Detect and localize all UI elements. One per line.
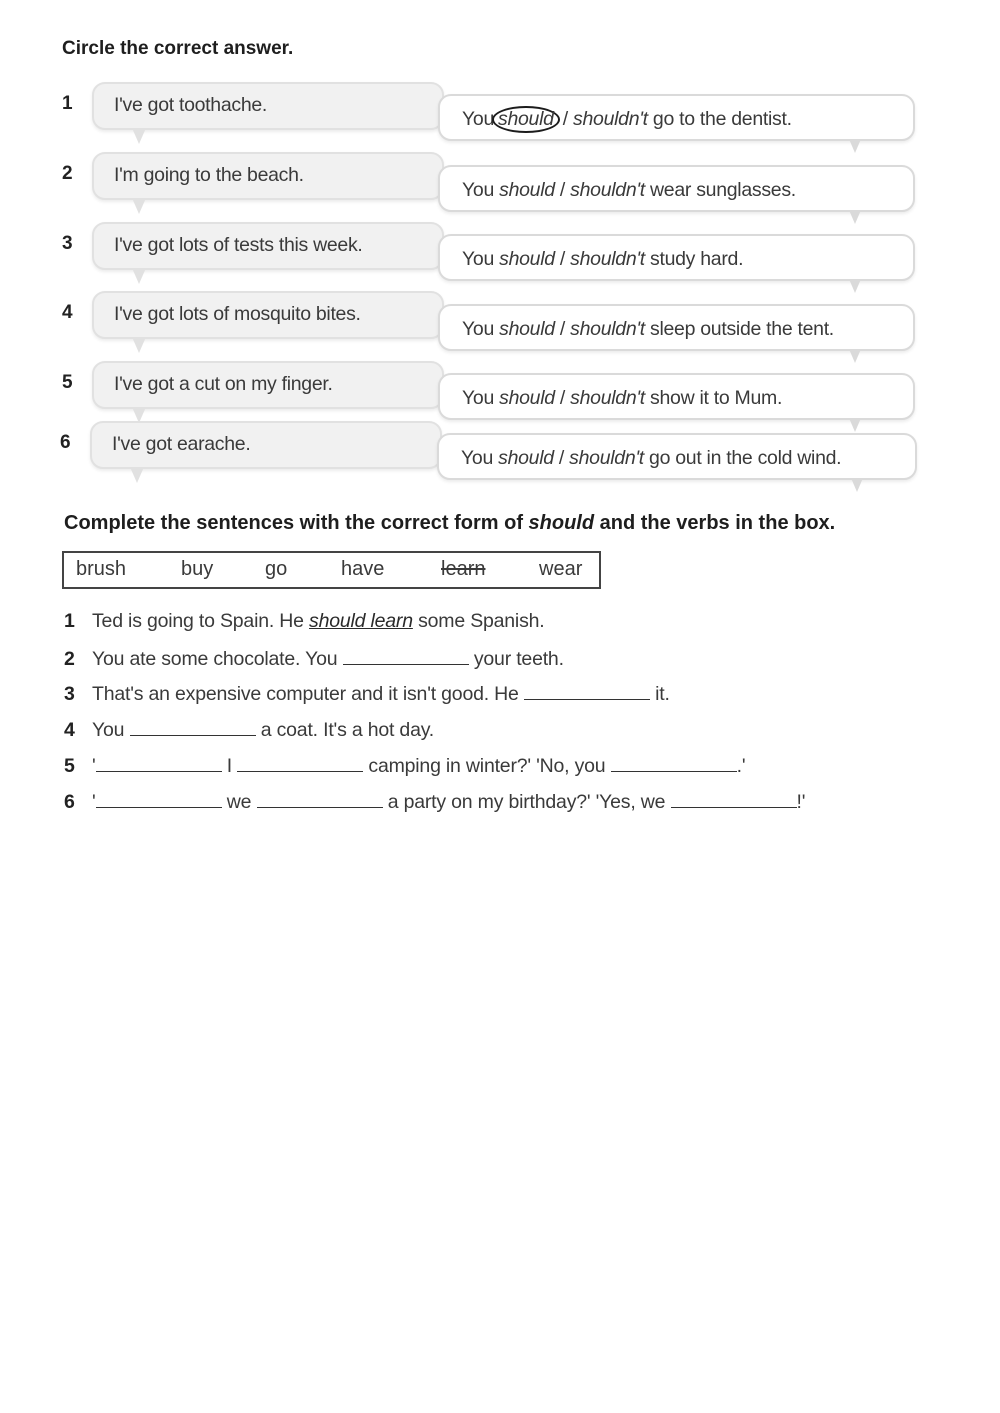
verb-learn-crossed-out: learn: [441, 558, 486, 580]
answer-blank[interactable]: [96, 753, 222, 772]
choice-should-circled[interactable]: should: [492, 106, 560, 133]
sentence-text: your teeth.: [468, 648, 564, 670]
choice-should[interactable]: should: [499, 318, 555, 340]
sentence-text: ': [92, 755, 96, 777]
choice-shouldnt[interactable]: shouldn't: [570, 248, 645, 270]
reply-start: You: [462, 387, 500, 409]
prompt-bubble: [92, 82, 444, 130]
reply-end: show it to Mum.: [644, 387, 783, 409]
item-number: 3: [62, 233, 73, 254]
instruction-part: Complete the sentences with the correct form of: [64, 512, 529, 534]
sentence-text: ': [92, 791, 96, 813]
sentence-1: [64, 610, 544, 633]
reply-bubble: [438, 304, 915, 351]
verb-go: go: [265, 558, 288, 580]
bubble-tail: [849, 418, 861, 432]
prompt-text: I'm going to the beach.: [114, 164, 304, 186]
sentence-text: camping in winter?' 'No, you: [363, 755, 611, 777]
reply-end: study hard.: [644, 248, 744, 270]
answer-blank[interactable]: [96, 789, 222, 808]
choice-shouldnt[interactable]: shouldn't: [570, 387, 645, 409]
item-number: 1: [62, 93, 73, 114]
reply-start: You: [462, 318, 500, 340]
item-number: 2: [62, 163, 73, 184]
bubble-tail: [849, 210, 861, 224]
verb-wear: wear: [539, 558, 583, 580]
sentence-6: [64, 789, 805, 814]
prompt-bubble: [90, 421, 442, 469]
choice-shouldnt[interactable]: shouldn't: [570, 179, 645, 201]
sentence-number: 2: [64, 648, 75, 670]
sentence-number: 5: [64, 755, 75, 777]
sentence-2: [64, 646, 564, 671]
sentence-text: we: [221, 791, 257, 813]
exercise2-instruction: [64, 512, 835, 535]
choice-shouldnt[interactable]: shouldn't: [569, 447, 644, 469]
bubble-tail: [849, 139, 861, 153]
reply-start: You: [461, 447, 499, 469]
choice-should[interactable]: should: [499, 248, 555, 270]
reply-start: You: [462, 179, 500, 201]
choice-separator: /: [554, 318, 571, 340]
sentence-number: 6: [64, 791, 75, 813]
choice-should[interactable]: should: [499, 179, 555, 201]
sentence-text: .': [736, 755, 746, 777]
sentence-3: [64, 681, 670, 706]
prompt-text: I've got toothache.: [114, 94, 268, 116]
sentence-4: [64, 717, 434, 742]
prompt-bubble: [92, 152, 444, 200]
bubble-tail: [132, 198, 146, 214]
reply-bubble: [438, 373, 915, 420]
instruction-emphasis: should: [528, 512, 595, 534]
prompt-bubble: [92, 291, 444, 339]
reply-bubble: [438, 165, 915, 212]
bubble-tail: [132, 268, 146, 284]
answer-blank[interactable]: [671, 789, 797, 808]
bubble-tail: [130, 467, 144, 483]
bubble-tail: [132, 128, 146, 144]
sentence-text: a party on my birthday?' 'Yes, we: [382, 791, 671, 813]
sentence-text: You: [92, 719, 130, 741]
reply-start: You: [462, 108, 495, 130]
example-answer: should learn: [309, 610, 413, 632]
bubble-tail: [849, 349, 861, 363]
answer-blank[interactable]: [524, 681, 650, 700]
answer-blank[interactable]: [343, 646, 469, 665]
prompt-text: I've got a cut on my finger.: [114, 373, 333, 395]
item-number: 5: [62, 372, 73, 393]
sentence-text: I: [221, 755, 238, 777]
exercise1-instruction: Circle the correct answer.: [62, 38, 294, 59]
reply-bubble: [438, 234, 915, 281]
verb-buy: buy: [181, 558, 214, 580]
reply-end: wear sunglasses.: [644, 179, 796, 201]
reply-end: go to the dentist.: [647, 108, 792, 130]
prompt-text: I've got lots of tests this week.: [114, 234, 363, 256]
verb-box: [62, 551, 601, 589]
prompt-bubble: [92, 361, 444, 409]
sentence-text: You ate some chocolate. You: [92, 648, 343, 670]
verb-brush: brush: [76, 558, 127, 580]
reply-bubble: [437, 433, 917, 480]
sentence-text: Ted is going to Spain. He: [92, 610, 310, 632]
sentence-text: a coat. It's a hot day.: [255, 719, 435, 741]
prompt-text: I've got lots of mosquito bites.: [114, 303, 361, 325]
answer-blank[interactable]: [611, 753, 737, 772]
answer-blank[interactable]: [130, 717, 256, 736]
choice-shouldnt[interactable]: shouldn't: [570, 318, 645, 340]
choice-should[interactable]: should: [498, 447, 554, 469]
choice-separator: /: [553, 447, 570, 469]
choice-separator: /: [557, 108, 574, 130]
sentence-text: That's an expensive computer and it isn't good. He: [92, 683, 524, 705]
sentence-text: it.: [649, 683, 670, 705]
bubble-tail: [132, 337, 146, 353]
sentence-text: some Spanish.: [412, 610, 545, 632]
sentence-5: [64, 753, 745, 778]
prompt-text: I've got earache.: [112, 433, 251, 455]
choice-shouldnt[interactable]: shouldn't: [573, 108, 648, 130]
reply-bubble: [438, 94, 915, 141]
answer-blank[interactable]: [237, 753, 363, 772]
choice-separator: /: [554, 179, 571, 201]
sentence-number: 3: [64, 683, 75, 705]
choice-should[interactable]: should: [499, 387, 555, 409]
reply-end: sleep outside the tent.: [644, 318, 834, 340]
bubble-tail: [849, 279, 861, 293]
reply-end: go out in the cold wind.: [643, 447, 842, 469]
choice-separator: /: [554, 248, 571, 270]
item-number: 6: [60, 432, 71, 453]
bubble-tail: [851, 478, 863, 492]
prompt-bubble: [92, 222, 444, 270]
sentence-number: 1: [64, 610, 75, 632]
verb-have: have: [341, 558, 385, 580]
choice-separator: /: [554, 387, 571, 409]
sentence-text: !': [796, 791, 806, 813]
answer-blank[interactable]: [257, 789, 383, 808]
instruction-part: and the verbs in the box.: [594, 512, 836, 534]
item-number: 4: [62, 302, 73, 323]
sentence-number: 4: [64, 719, 75, 741]
reply-start: You: [462, 248, 500, 270]
